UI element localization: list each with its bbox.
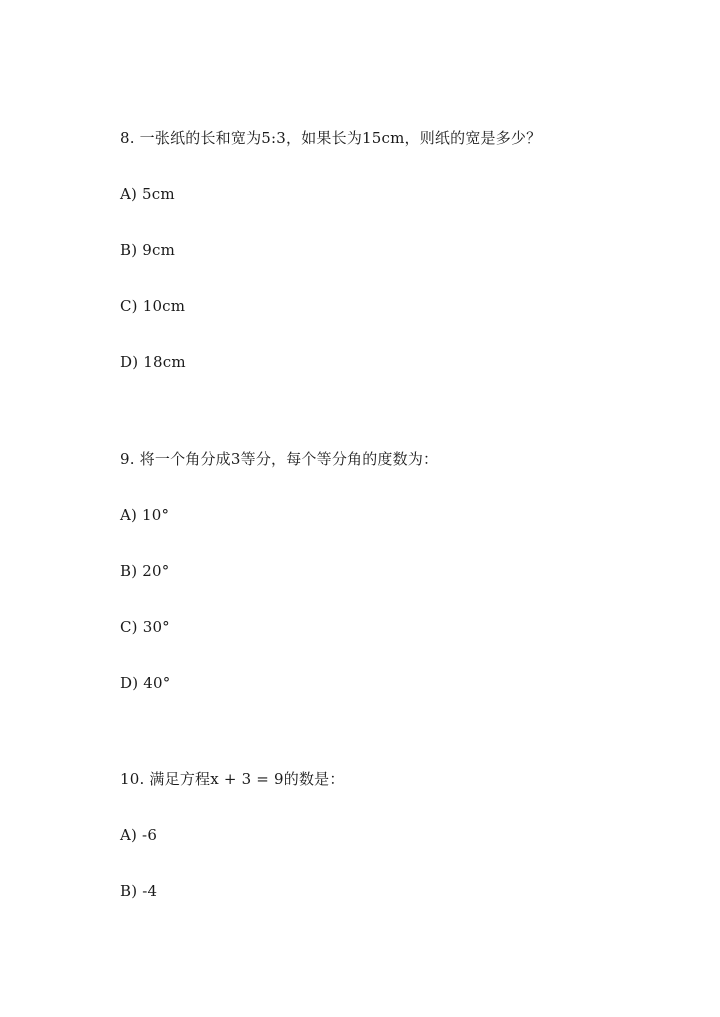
question-10-stem: 10. 满足方程x + 3 = 9的数是： — [120, 770, 345, 788]
question-8-option-d: D) 18cm — [120, 353, 186, 371]
question-9-option-c: C) 30° — [120, 618, 170, 636]
question-9-option-a: A) 10° — [120, 506, 170, 524]
question-8-option-a: A) 5cm — [120, 185, 175, 203]
question-9-option-d: D) 40° — [120, 674, 171, 692]
question-8-stem: 8. 一张纸的长和宽为5:3，如果长为15cm，则纸的宽是多少？ — [120, 129, 542, 147]
question-8-option-b: B) 9cm — [120, 241, 176, 259]
question-10-option-b: B) -4 — [120, 882, 158, 900]
question-10-option-a: A) -6 — [120, 826, 158, 844]
question-8-option-c: C) 10cm — [120, 297, 186, 315]
question-9-stem: 9. 将一个角分成3等分，每个等分角的度数为： — [120, 450, 439, 468]
question-9-option-b: B) 20° — [120, 562, 170, 580]
